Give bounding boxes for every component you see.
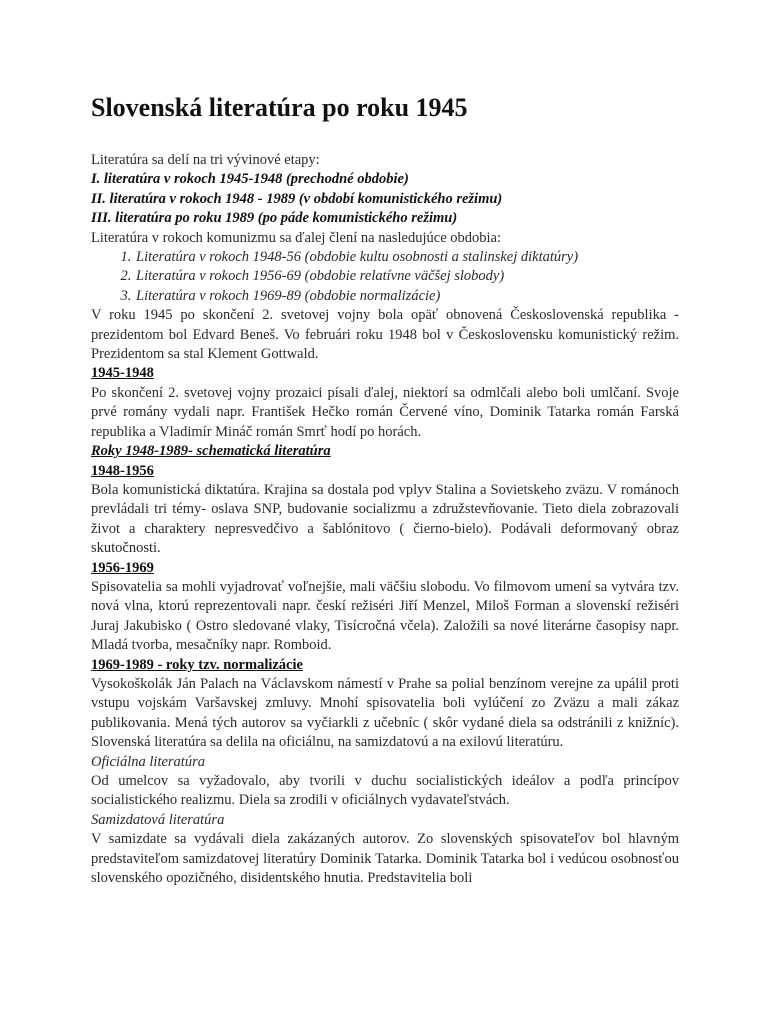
communism-intro-line: Literatúra v rokoch komunizmu sa ďalej člení na nasledujúce obdobia: <box>91 229 502 246</box>
period-item: 1. Literatúra v rokoch 1948-56 (obdobie kultu osobnosti a stalinskej diktatúry) <box>135 248 679 267</box>
period-item: 3. Literatúra v rokoch 1969-89 (obdobie normalizácie) <box>135 287 679 306</box>
periods-list <box>91 248 679 306</box>
section-heading-1948-1956: 1948-1956 <box>91 462 154 479</box>
section-heading-1956-1969: 1956-1969 <box>91 559 154 576</box>
subheading-official: Oficiálna literatúra <box>91 753 205 770</box>
paragraph-1948-1956: Bola komunistická diktatúra. Krajina sa dostala pod vplyv Stalina a Sovietskeho zväzu. V románoch prevládali tri témy- oslava SNP, budovanie socializmu a združstevňovanie. Tieto diela zobrazovali život a charaktery nepresvedčivo a šablónitovo ( čierno-bielo). Podávali deformovaný obraz skutočnosti. <box>91 481 679 557</box>
paragraph-samizdat: V samizdate sa vydávali diela zakázaných autorov. Zo slovenských spisovateľov bol hlavným predstaviteľom samizdatovej literatúry Dominik Tatarka. Dominik Tatarka bol i vedúcou osobnosťou slovenského opozičného, disidentského hnutia. Predstavitelia boli <box>91 831 679 887</box>
paragraph-1945-1948: Po skončení 2. svetovej vojny prozaici písali ďalej, niektorí sa odmlčali alebo boli umlčaní. Svoje prvé romány vydali napr. František Hečko román Červené víno, Dominik Tatarka román Farská republika a Vladimír Mináč román Smrť hodí po horách. <box>91 384 679 440</box>
paragraph-1945: V roku 1945 po skončení 2. svetovej vojny bola opäť obnovená Československá republika -prezidentom bol Edvard Beneš. Vo februári roku 1948 bol v Československu komunistický režim. Prezidentom sa stal Klement Gottwald. <box>91 307 679 363</box>
section-heading-schematic: Roky 1948-1989- schematická literatúra <box>91 443 331 460</box>
intro-line: Literatúra sa delí na tri vývinové etapy: <box>91 152 320 168</box>
stage-item: II. literatúra v rokoch 1948 - 1989 (v období komunistického režimu) <box>91 190 503 207</box>
paragraph-1956-1969: Spisovatelia sa mohli vyjadrovať voľnejšie, mali väčšiu slobodu. Vo filmovom umení sa vytvára tzv. nová vlna, ktorú reprezentovali napr. českí režiséri Jiří Menzel, Miloš Forman a slovenskí režiséri Juraj Jakubisko ( Ostro sledované vlaky, Tisícročná včela). Založili sa nové literárne časopisy napr. Mladá tvorba, mesačníky napr. Romboid. <box>91 578 679 654</box>
paragraph-official: Od umelcov sa vyžadovalo, aby tvorili v duchu socialistických ideálov a podľa princípov socialistického realizmu. Diela sa zrodili v oficiálnych vydavateľstvách. <box>91 773 679 809</box>
stage-item: I. literatúra v rokoch 1945-1948 (prechodné obdobie) <box>91 171 409 188</box>
period-item: 2. Literatúra v rokoch 1956-69 (obdobie relatívne väčšej slobody) <box>135 267 679 286</box>
document-title: Slovenská literatúra po roku 1945 <box>91 93 468 122</box>
document-page <box>91 92 679 888</box>
section-heading-1969-1989: 1969-1989 - roky tzv. normalizácie <box>91 656 303 673</box>
paragraph-1969-1989: Vysokoškolák Ján Palach na Václavskom námestí v Prahe sa polial benzínom verejne za upálil proti vstupu vojskám Varšavskej zmluvy. Mnohí spisovatelia boli vylúčení zo Zväzu a mali zákaz publikovania. Mená tých autorov sa vyčiarkli z učebníc ( skôr vydané diela sa odstránili z knižníc). Slovenská literatúra sa delila na oficiálnu, na samizdatovú a na exilovú literatúru. <box>91 675 679 751</box>
stage-item: III. literatúra po roku 1989 (po páde komunistického režimu) <box>91 210 458 227</box>
subheading-samizdat: Samizdatová literatúra <box>91 811 225 828</box>
section-heading-1945-1948: 1945-1948 <box>91 365 154 382</box>
